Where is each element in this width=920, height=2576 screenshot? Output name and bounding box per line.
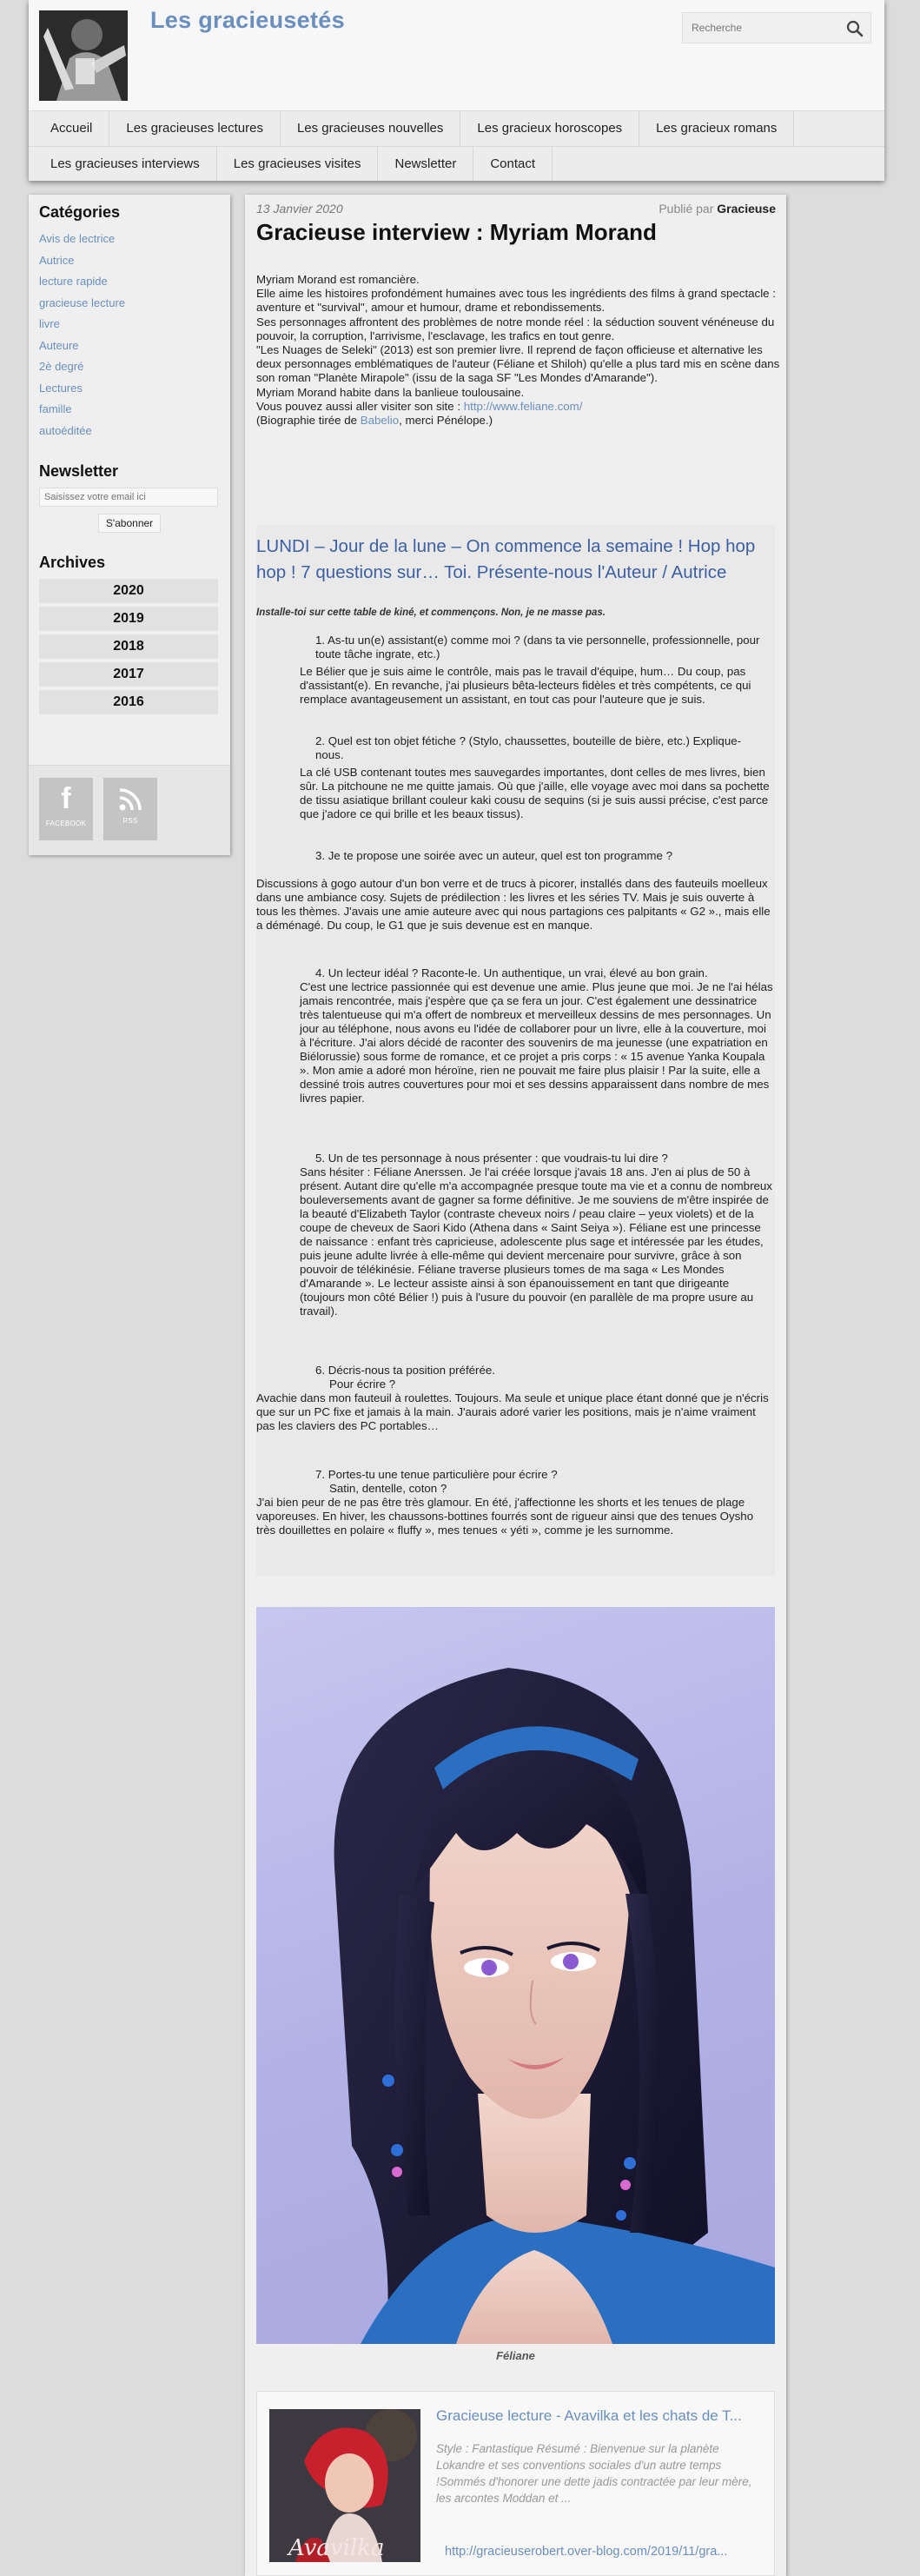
feliane-portrait-image[interactable]	[256, 1607, 775, 2344]
nav-item-interviews[interactable]: Les gracieuses interviews	[34, 147, 217, 181]
category-link[interactable]: Avis de lectrice	[39, 232, 116, 245]
category-link[interactable]: lecture rapide	[39, 275, 108, 288]
site-logo-image[interactable]	[39, 10, 128, 101]
intro-line: Ses personnages affrontent des problèmes de notre monde réel : la séduction souvent vénéneuse du pouvoir, la corruption, l'arrivisme, l'esclavage, les trafics en tout genre.	[256, 315, 775, 342]
post-intro	[256, 273, 781, 428]
related-post-card[interactable]	[256, 2391, 775, 2576]
main-content	[245, 195, 786, 2576]
answer-1: Le Bélier que je suis aime le contrôle, mais pas le travail d'équipe, hum… Du coup, pas d'assistant(e). En revanche, j'ai plusieurs bêta-lecteurs fidèles et très compétents, ce qui remplace avantageusement un assistant, en tout cas pour l'auteure que je suis.	[300, 665, 751, 706]
nav-row-1	[29, 111, 884, 146]
babelio-link[interactable]: Babelio	[360, 414, 400, 428]
search-box[interactable]	[682, 12, 871, 43]
answer-7: J'ai bien peur de ne pas être très glamour. En été, j'affectionne les shorts et les tenues de plage vaporeuses. En hiver, les chaussons-bottines fourrés sont de rigueur ainsi que des tenues Oysho très douillettes en polaire « fluffy », mes tenues « yéti », comme je les surnomme.	[256, 1496, 754, 1537]
search-icon[interactable]	[846, 20, 864, 37]
question-7-sub: Satin, dentelle, coton ?	[329, 1482, 447, 1495]
portrait-caption: Féliane	[496, 2349, 535, 2362]
published-by-label: Publié par	[659, 202, 718, 216]
intro-line: Myriam Morand est romancière.	[256, 273, 420, 286]
search-input[interactable]	[683, 13, 839, 43]
archive-year[interactable]: 2020	[39, 579, 218, 603]
subscribe-button[interactable]: S'abonner	[98, 514, 161, 533]
site-title[interactable]: Les gracieusetés	[150, 7, 345, 33]
intro-line	[256, 400, 781, 414]
facebook-label: FACEBOOK	[45, 820, 87, 827]
archives-heading: Archives	[39, 554, 106, 571]
intro-source-label: (Biographie tirée de	[256, 414, 361, 428]
question-2: 2. Quel est ton objet fétiche ? (Stylo, chaussettes, bouteille de bière, etc.) Explique-nous.	[315, 734, 742, 761]
facebook-button[interactable]	[39, 778, 93, 840]
category-link[interactable]: Autrice	[39, 253, 75, 267]
related-post-title[interactable]: Gracieuse lecture - Avavilka et les chats de T...	[436, 2407, 742, 2424]
question-7: 7. Portes-tu une tenue particulière pour écrire ?	[315, 1468, 558, 1481]
site-header	[29, 0, 884, 181]
related-post-url[interactable]: http://gracieuserobert.over-blog.com/2019/11/gra...	[445, 2545, 728, 2559]
question-3: 3. Je te propose une soirée avec un auteur, quel est ton programme ?	[315, 849, 672, 862]
categories-heading: Catégories	[39, 203, 121, 221]
intro-line: Elle aime les histoires profondément humaines avec tous les ingrédients des films à grand spectacle : aventure et "survival", amour et humour, drame et rebondissements.	[256, 287, 776, 315]
archive-year[interactable]: 2018	[39, 634, 218, 659]
rss-button[interactable]	[103, 778, 157, 840]
category-link[interactable]: gracieuse lecture	[39, 295, 125, 309]
nav-row-2	[29, 146, 884, 181]
archive-year[interactable]: 2016	[39, 690, 218, 714]
intro-line: "Les Nuages de Seleki" (2013) est son premier livre. Il reprend de façon officieuse et alternative les deux personnages emblématiques de l'auteur (Féliane et Shiloh) qu'elle a plus tard mis en scène dans son roman "Planète Mirapole" (issu de la saga SF "Les Mondes d'Amarande").	[256, 343, 780, 385]
author-website-link[interactable]: http://www.feliane.com/	[463, 399, 583, 413]
answer-4: C'est une lectrice passionnée qui est devenue une amie. Plus jeune que moi. Je ne l'ai hélas jamais rencontrée, mais j'espère que ça se fera un jour. C'est également une dessinatrice très talentueuse qui m'a offert de nombreux et merveilleux dessins de mes personnages. Un jour au téléphone, nous avons eu l'idée de collaborer pour un livre, elle à la couverture, moi à l'écriture. J'ai alors décidé de raconter des souvenirs de ma jeunesse (une expatriation en Biélorussie) sous forme de romance, et ce projet a pris corps : « 15 avenue Yanka Koupala ». Mon amie a adoré mon héroïne, rien ne pouvait me faire plus plaisir ! Par la suite, elle a dessiné trois autres couvertures pour moi et ses dessins apparaissent dans nombre de mes livres papier.	[300, 980, 773, 1105]
question-5: 5. Un de tes personnage à nous présenter : que voudrais-tu lui dire ?	[315, 1152, 668, 1165]
archive-year[interactable]: 2017	[39, 662, 218, 687]
related-post-thumbnail[interactable]	[269, 2409, 420, 2562]
nav-item-nouvelles[interactable]: Les gracieuses nouvelles	[281, 111, 460, 146]
nav-item-visites[interactable]: Les gracieuses visites	[217, 147, 379, 181]
sidebar	[29, 195, 230, 855]
nav-item-accueil[interactable]: Accueil	[34, 111, 109, 146]
newsletter-heading: Newsletter	[39, 462, 119, 480]
category-link[interactable]: 2è degré	[39, 360, 84, 373]
question-1: 1. As-tu un(e) assistant(e) comme moi ? (dans ta vie personnelle, professionnelle, pour toute tâche ingrate, etc.)	[315, 634, 760, 661]
post-date: 13 Janvier 2020	[256, 202, 343, 216]
category-link[interactable]: Lectures	[39, 381, 83, 395]
related-thumb-title: Avavilka	[288, 2535, 385, 2561]
question-6: 6. Décris-nous ta position préférée.	[315, 1364, 495, 1377]
category-link[interactable]: livre	[39, 317, 60, 330]
archive-year[interactable]: 2019	[39, 607, 218, 631]
archives-list	[39, 579, 220, 714]
interview-section	[256, 525, 775, 1577]
answer-6: Avachie dans mon fauteuil à roulettes. Toujours. Ma seule et unique place étant donné que je n'écris que sur un PC fixe et jamais à la main. J'aurais adoré varier les positions, mais je n'aime vraiment pas les claviers des PC portables…	[256, 1391, 769, 1432]
nav-item-horoscopes[interactable]: Les gracieux horoscopes	[460, 111, 639, 146]
intro-site-label: Vous pouvez aussi aller visiter son site :	[256, 399, 464, 413]
post-author-name[interactable]: Gracieuse	[717, 202, 776, 216]
categories-list	[39, 229, 220, 442]
intro-line: Myriam Morand habite dans la banlieue toulousaine.	[256, 385, 525, 399]
category-link[interactable]: Auteure	[39, 338, 79, 352]
interview-title: LUNDI – Jour de la lune – On commence la semaine ! Hop hop hop ! 7 questions sur… Toi. Présente-nous l'Auteur / Autrice	[256, 536, 756, 582]
main-navigation	[29, 110, 884, 181]
post-title: Gracieuse interview : Myriam Morand	[256, 219, 657, 245]
question-4: 4. Un lecteur idéal ? Raconte-le. Un authentique, un vrai, élevé au bon grain.	[315, 966, 708, 979]
category-link[interactable]: autoéditée	[39, 423, 92, 437]
post-author-line	[659, 202, 776, 216]
intro-thanks: , merci Pénélope.)	[399, 414, 493, 428]
answer-3: Discussions à gogo autour d'un bon verre et de trucs à picorer, installés dans des fauteuils moelleux dans une ambiance cosy. Sujets de prédilection : les livres et les séries TV. Mais je suis ouverte à tous les thèmes. J'avais une amie auteure avec qui nous partagions ces palpitants « G2 »., mais elle a déménagé. Du coup, le G1 que je suis devenue est en manque.	[256, 877, 771, 932]
nav-item-romans[interactable]: Les gracieux romans	[639, 111, 794, 146]
rss-icon	[117, 787, 143, 813]
interview-lead: Installe-toi sur cette table de kiné, et commençons. Non, je ne masse pas.	[256, 607, 606, 618]
intro-line	[256, 414, 781, 428]
answer-2: La clé USB contenant toutes mes sauvegardes importantes, dont celles de mes livres, bien sûr. La pitchoune ne me quitte jamais. Où que j'aille, elle voyage avec moi dans sa pochette de tissu asiatique brillant couleur kaki cousu de sequins (si je suis aussi précise, c'est parce que j'adore ce qui brille et les beaux tissus).	[300, 766, 770, 820]
nav-item-newsletter[interactable]: Newsletter	[378, 147, 473, 181]
rss-label: RSS	[122, 817, 138, 825]
answer-5: Sans hésiter : Féliane Anerssen. Je l'ai créée lorsque j'avais 18 ans. J'en ai plus de 50 à présent. Autant dire qu'elle m'a accompagnée presque toute ma vie et a connu de nombreux bouleversements avant de gagner sa forme définitive. Je me souviens de m'être inspirée de la beauté d'Elizabeth Taylor (contraste cheveux noirs / peau claire – yeux violets) et de la coupe de cheveux de Saori Kido (Athena dans « Saint Seiya »). Féliane est une princesse de naissance : enfant très capricieuse, adolescente plus sage et intéressée par les études, puis jeune adulte livrée à elle-même qui devient mercenaire pour survivre, grâce à son pouvoir de télékinésie. Féliane traverse plusieurs tomes de ma saga « Les Mondes d'Amarande ». Le lecteur assiste ainsi à son épanouissement en tant que dirigeante (toujours mon côté Bélier !) puis à l'usure du pouvoir (en parallèle de ma propre usure au travail).	[300, 1165, 772, 1318]
category-link[interactable]: famille	[39, 402, 72, 415]
facebook-icon: f	[61, 782, 71, 815]
social-links	[29, 765, 230, 855]
nav-item-contact[interactable]: Contact	[473, 147, 553, 181]
newsletter-email-input[interactable]	[39, 488, 218, 507]
question-6-sub: Pour écrire ?	[329, 1378, 396, 1391]
related-post-description: Style : Fantastique Résumé : Bienvenue sur la planète Lokandre et ses conventions sociales d'un autre temps !Sommés d'honorer une dette jadis contractée par leur mère, les arcontes Moddan et ...	[436, 2442, 752, 2505]
nav-item-lectures[interactable]: Les gracieuses lectures	[109, 111, 281, 146]
